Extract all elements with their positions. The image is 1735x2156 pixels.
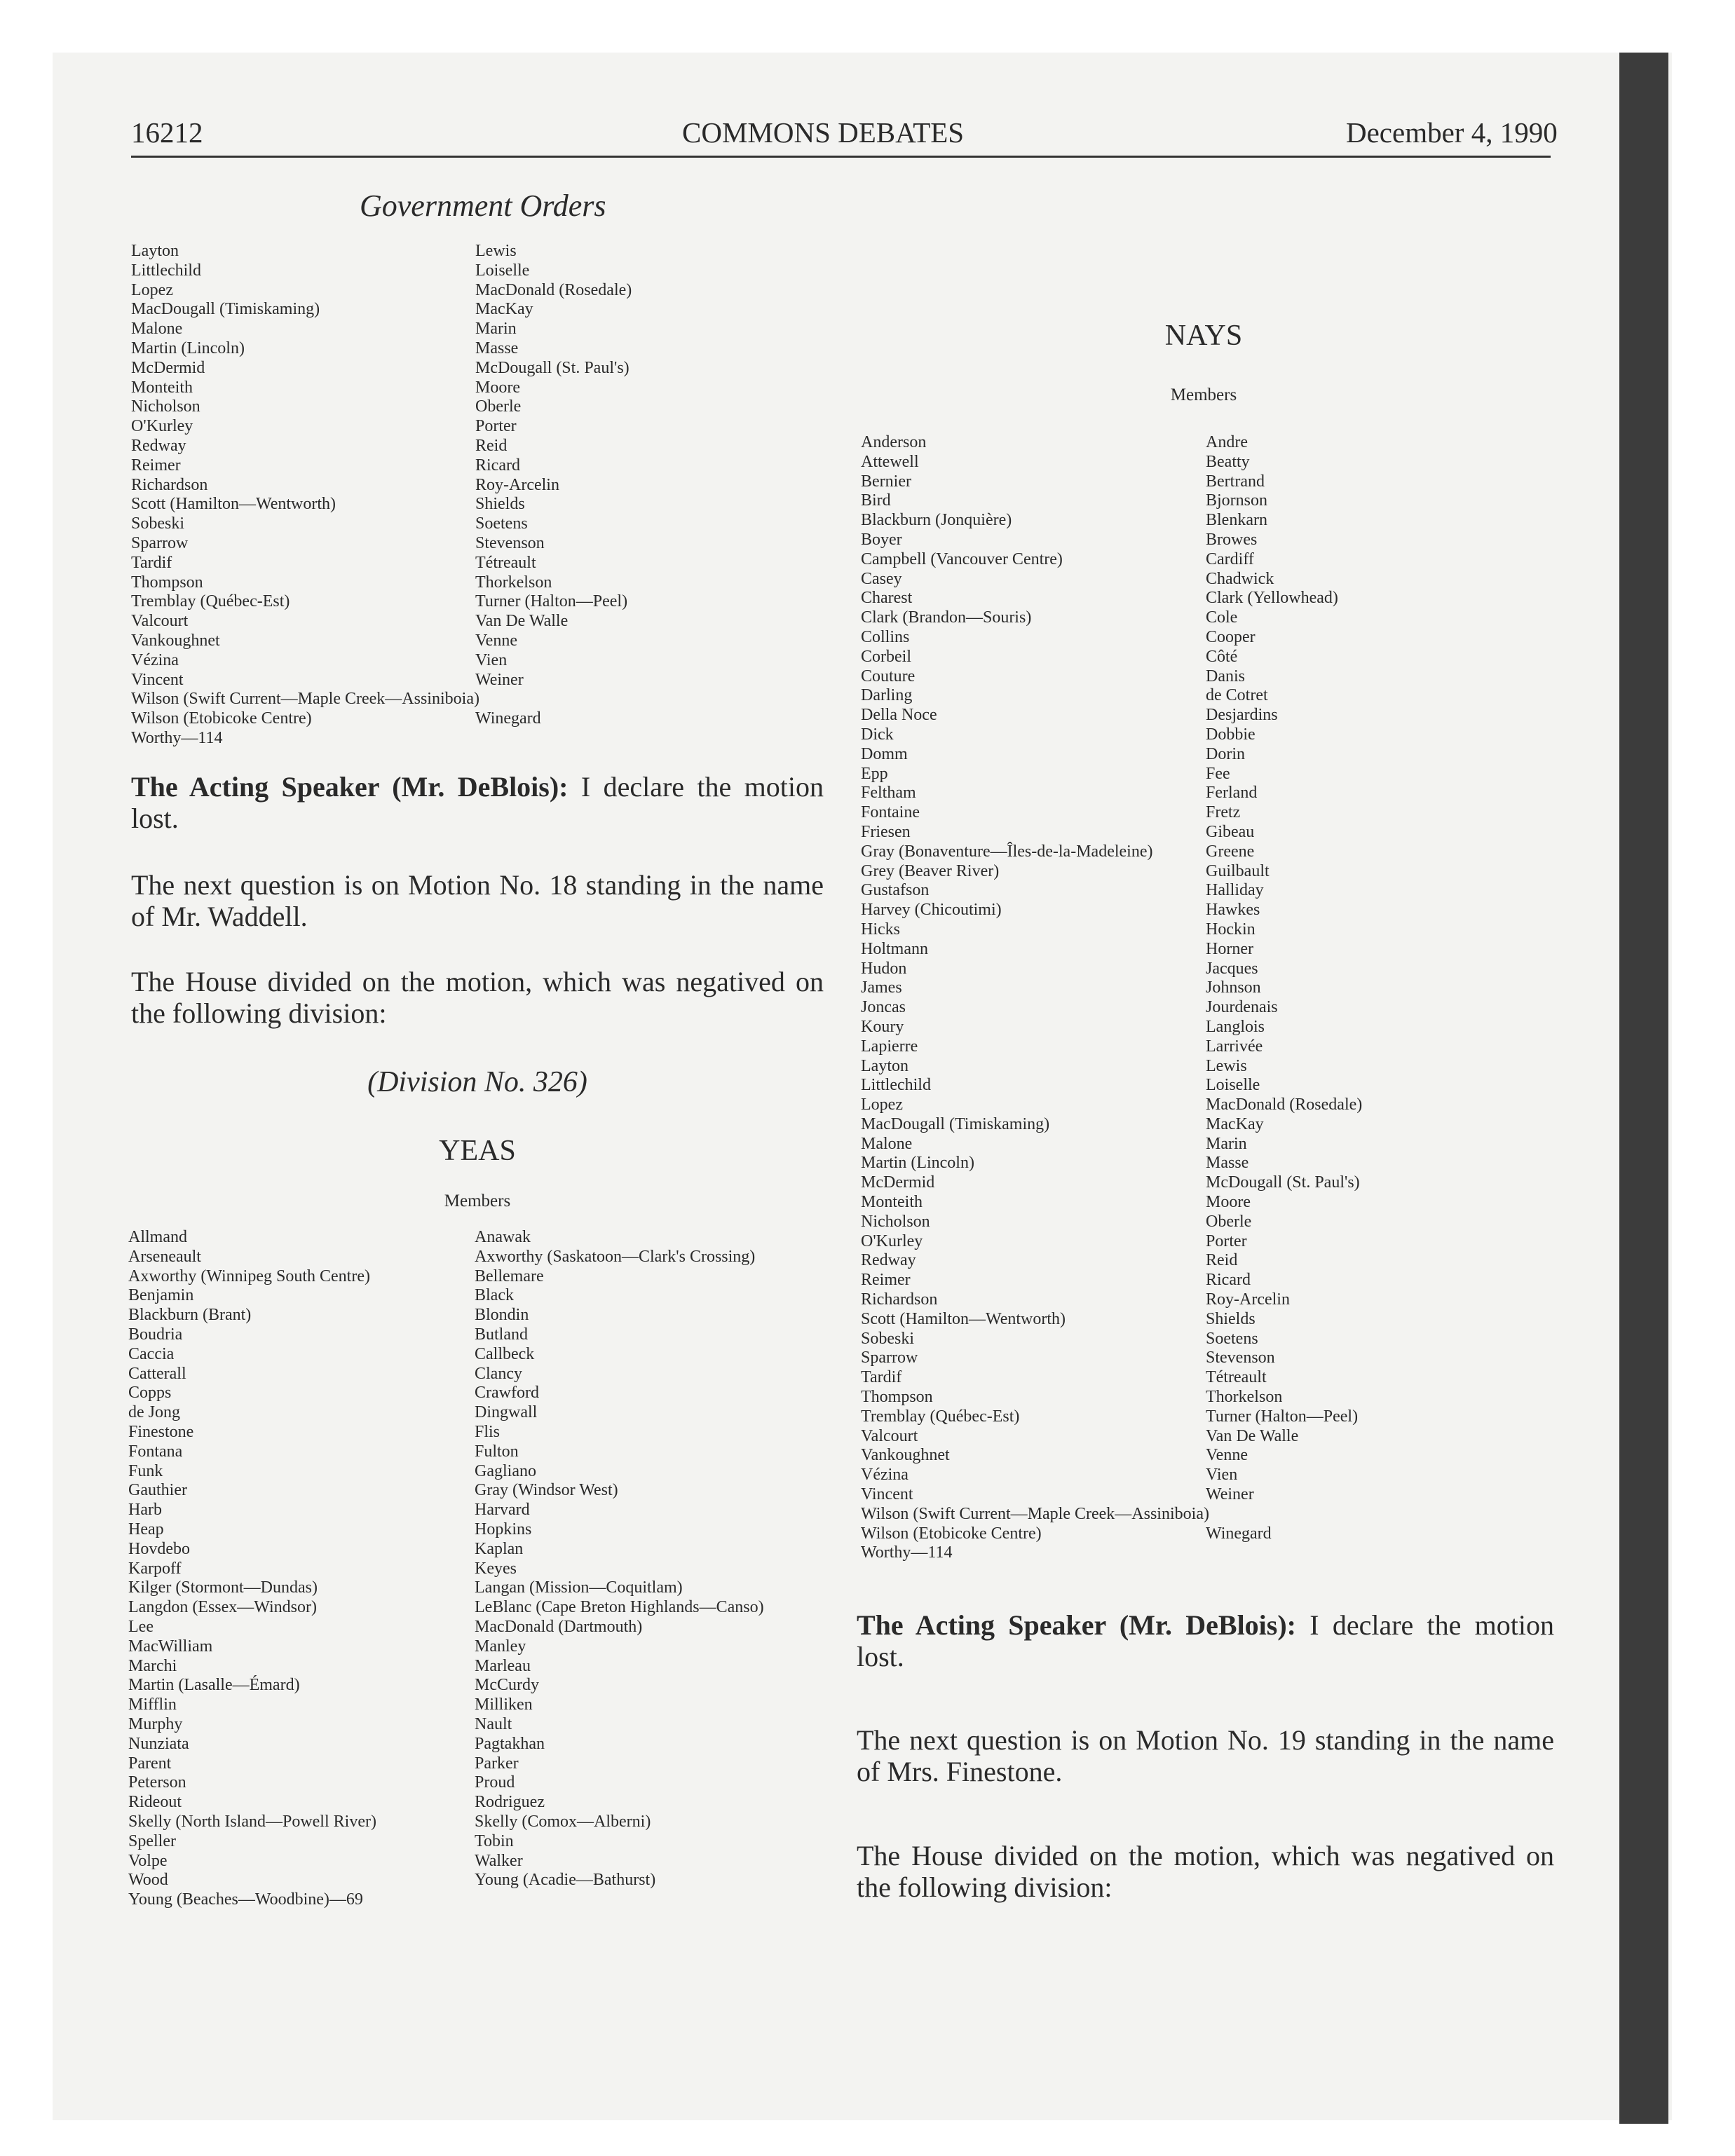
nays-members-label: Members xyxy=(1170,386,1237,404)
member-name: McCurdy xyxy=(475,1676,539,1695)
member-name: Cole xyxy=(1206,608,1238,627)
nays-list-col2 xyxy=(1206,433,1362,1543)
member-name: Arseneault xyxy=(128,1247,201,1266)
speaker-name: The Acting Speaker (Mr. DeBlois): xyxy=(857,1609,1296,1641)
member-name: Nicholson xyxy=(131,397,200,416)
member-name: Koury xyxy=(861,1017,904,1036)
member-name: Tétreault xyxy=(1206,1368,1267,1387)
member-name: Holtmann xyxy=(861,939,928,958)
member-name: Shields xyxy=(475,495,525,514)
yeas-list-col2 xyxy=(475,1228,764,1890)
member-name: Vincent xyxy=(861,1485,913,1504)
member-name: Lewis xyxy=(475,242,517,260)
member-name: Walker xyxy=(475,1851,523,1870)
member-name: McDermid xyxy=(861,1173,935,1192)
member-name: Roy-Arcelin xyxy=(475,475,559,494)
member-name: Tardif xyxy=(131,553,172,572)
member-name: Dorin xyxy=(1206,744,1245,763)
member-name: Tétreault xyxy=(475,553,536,572)
member-name: Gibeau xyxy=(1206,822,1255,841)
member-name: Tremblay (Québec-Est) xyxy=(861,1407,1020,1426)
member-name: Reimer xyxy=(861,1271,911,1290)
member-name: Sparrow xyxy=(861,1349,918,1367)
member-name: Funk xyxy=(128,1461,163,1480)
member-name: Dingwall xyxy=(475,1403,538,1422)
member-name: Hopkins xyxy=(475,1520,532,1538)
member-name: Mifflin xyxy=(128,1696,177,1714)
member-name: Wilson (Swift Current—Maple Creek—Assiniboia) xyxy=(861,1504,1209,1523)
member-name: Porter xyxy=(475,417,517,436)
member-name: Fontaine xyxy=(861,803,920,822)
member-name: Larrivée xyxy=(1206,1037,1263,1056)
member-name: Dick xyxy=(861,725,894,744)
member-name: de Jong xyxy=(128,1403,180,1422)
prior-division-list-col1 xyxy=(131,242,479,749)
member-name: Langlois xyxy=(1206,1017,1265,1036)
member-name: Pagtakhan xyxy=(475,1734,545,1753)
member-name: Winegard xyxy=(1206,1524,1272,1543)
member-name: Hawkes xyxy=(1206,901,1260,920)
member-name: Keyes xyxy=(475,1559,517,1578)
member-name: Wilson (Etobicoke Centre) xyxy=(861,1524,1042,1543)
member-name: Blackburn (Jonquière) xyxy=(861,511,1012,530)
member-name: Richardson xyxy=(131,475,208,494)
member-name: Butland xyxy=(475,1325,528,1344)
member-name: Harvard xyxy=(475,1501,530,1520)
member-name: James xyxy=(861,978,902,997)
member-name: Skelly (Comox—Alberni) xyxy=(475,1812,651,1831)
member-name: Reimer xyxy=(131,456,181,475)
member-name: MacDougall (Timiskaming) xyxy=(861,1114,1050,1133)
yeas-heading: YEAS xyxy=(439,1135,516,1167)
member-name: Gray (Windsor West) xyxy=(475,1481,618,1500)
member-name: Tremblay (Québec-Est) xyxy=(131,592,290,611)
member-name: Wood xyxy=(128,1871,168,1890)
member-name: Van De Walle xyxy=(475,612,569,631)
member-name: Vincent xyxy=(131,670,184,689)
member-name: Scott (Hamilton—Wentworth) xyxy=(861,1309,1066,1328)
member-name: Black xyxy=(475,1286,514,1305)
member-name: Clancy xyxy=(475,1364,522,1383)
member-name: Hudon xyxy=(861,959,907,978)
member-name: Dobbie xyxy=(1206,725,1256,744)
speaker-text: I declare the motion lost. xyxy=(131,771,824,834)
member-name xyxy=(475,690,632,709)
member-name: Vézina xyxy=(861,1466,909,1485)
member-name: Kilger (Stormont—Dundas) xyxy=(128,1578,318,1597)
member-name: Blondin xyxy=(475,1306,529,1325)
member-name: Loiselle xyxy=(475,261,530,280)
member-name: MacDonald (Rosedale) xyxy=(475,280,632,299)
member-name: Kaplan xyxy=(475,1539,524,1558)
member-name: Thorkelson xyxy=(1206,1388,1283,1407)
page-number: 16212 xyxy=(131,116,203,149)
speaker-text: I declare the motion lost. xyxy=(857,1609,1554,1672)
member-name: Desjardins xyxy=(1206,706,1278,725)
member-name: Stevenson xyxy=(1206,1349,1275,1367)
member-name: Fee xyxy=(1206,764,1230,783)
member-name: Finestone xyxy=(128,1422,194,1441)
member-name: Redway xyxy=(861,1251,916,1270)
member-name: Thompson xyxy=(861,1388,933,1407)
member-name: de Cotret xyxy=(1206,686,1268,705)
member-name: Feltham xyxy=(861,784,916,803)
member-name: Vien xyxy=(475,650,508,669)
member-name: Moore xyxy=(475,378,520,397)
member-name: Flis xyxy=(475,1422,501,1441)
member-name: Blenkarn xyxy=(1206,511,1267,530)
member-name: Thorkelson xyxy=(475,573,552,592)
member-name: Parker xyxy=(475,1754,519,1773)
member-name: Oberle xyxy=(475,397,522,416)
member-name: Gagliano xyxy=(475,1461,536,1480)
member-name: Soetens xyxy=(1206,1329,1258,1348)
member-name: Vézina xyxy=(131,650,179,669)
member-name: Milliken xyxy=(475,1696,533,1714)
member-name: Blackburn (Brant) xyxy=(128,1306,252,1325)
member-name: Andre xyxy=(1206,433,1248,451)
member-name: Copps xyxy=(128,1384,172,1403)
member-name: Friesen xyxy=(861,822,911,841)
member-name: Sparrow xyxy=(131,533,189,552)
member-name: Browes xyxy=(1206,530,1258,549)
member-name: Layton xyxy=(861,1056,909,1075)
member-name: Côté xyxy=(1206,647,1238,666)
member-name: Malone xyxy=(131,320,183,339)
page-date: December 4, 1990 xyxy=(1346,116,1558,149)
member-name: Lapierre xyxy=(861,1037,918,1056)
speaker-name: The Acting Speaker (Mr. DeBlois): xyxy=(131,771,569,803)
yeas-list-col1 xyxy=(128,1228,376,1910)
member-name: Weiner xyxy=(475,670,524,689)
motion-18-paragraph: The next question is on Motion No. 18 standing in the name of Mr. Waddell. xyxy=(131,869,824,932)
nays-list-col1 xyxy=(861,433,1209,1563)
member-name: Joncas xyxy=(861,998,906,1017)
member-name: Monteith xyxy=(861,1193,923,1212)
member-name: Bird xyxy=(861,491,891,510)
member-name: Caccia xyxy=(128,1344,175,1363)
member-name: MacWilliam xyxy=(128,1637,213,1656)
member-name: Malone xyxy=(861,1134,913,1153)
member-name: Halliday xyxy=(1206,881,1264,900)
member-name: McDougall (St. Paul's) xyxy=(1206,1173,1360,1192)
speaker-statement-2 xyxy=(857,1609,1554,1672)
member-name: Volpe xyxy=(128,1851,168,1870)
member-name: Marchi xyxy=(128,1656,177,1675)
speaker-statement-1 xyxy=(131,771,824,834)
member-name: LeBlanc (Cape Breton Highlands—Canso) xyxy=(475,1598,764,1617)
member-name: Masse xyxy=(1206,1154,1249,1173)
member-name: Scott (Hamilton—Wentworth) xyxy=(131,495,336,514)
member-name: Beatty xyxy=(1206,452,1250,471)
member-name: Axworthy (Winnipeg South Centre) xyxy=(128,1267,370,1285)
member-name: Manley xyxy=(475,1637,526,1656)
member-name: Attewell xyxy=(861,452,919,471)
member-name: Allmand xyxy=(128,1228,187,1246)
member-name: Masse xyxy=(475,339,519,357)
member-name: Johnson xyxy=(1206,978,1261,997)
member-name: MacDougall (Timiskaming) xyxy=(131,300,320,319)
member-name: Ricard xyxy=(1206,1271,1251,1290)
member-name: Layton xyxy=(131,242,179,260)
member-name: Worthy—114 xyxy=(861,1543,953,1562)
member-name: Nicholson xyxy=(861,1212,930,1231)
member-name: Redway xyxy=(131,436,186,455)
member-name: Loiselle xyxy=(1206,1076,1260,1095)
member-name: Chadwick xyxy=(1206,569,1274,588)
member-name: Crawford xyxy=(475,1384,539,1403)
member-name: Venne xyxy=(475,631,517,650)
member-name: Lee xyxy=(128,1617,154,1636)
member-name: Catterall xyxy=(128,1364,186,1383)
member-name: Casey xyxy=(861,569,902,588)
member-name: Cardiff xyxy=(1206,550,1254,568)
member-name: Cooper xyxy=(1206,627,1256,646)
member-name: Heap xyxy=(128,1520,164,1538)
member-name: Jourdenais xyxy=(1206,998,1278,1017)
member-name: Anawak xyxy=(475,1228,531,1246)
member-name: Greene xyxy=(1206,842,1255,861)
member-name: Hockin xyxy=(1206,920,1256,939)
member-name: Vankoughnet xyxy=(131,631,220,650)
member-name: Anderson xyxy=(861,433,927,451)
member-name: Richardson xyxy=(861,1290,938,1309)
member-name: Bjornson xyxy=(1206,491,1268,510)
member-name: Couture xyxy=(861,667,916,685)
member-name: Ricard xyxy=(475,456,520,475)
member-name: Domm xyxy=(861,744,908,763)
member-name: Van De Walle xyxy=(1206,1426,1299,1445)
member-name: Winegard xyxy=(475,709,541,728)
header-rule xyxy=(131,156,1551,158)
member-name: Danis xyxy=(1206,667,1245,685)
member-name: Moore xyxy=(1206,1193,1251,1212)
member-name: O'Kurley xyxy=(131,417,193,436)
member-name xyxy=(1206,1505,1362,1524)
member-name: Horner xyxy=(1206,939,1253,958)
member-name: Weiner xyxy=(1206,1485,1254,1504)
member-name: Wilson (Etobicoke Centre) xyxy=(131,709,312,728)
member-name: Charest xyxy=(861,589,913,608)
member-name: MacDonald (Rosedale) xyxy=(1206,1096,1363,1114)
member-name: Parent xyxy=(128,1754,172,1773)
member-name: Campbell (Vancouver Centre) xyxy=(861,550,1063,568)
member-name: Oberle xyxy=(1206,1212,1252,1231)
member-name: Langan (Mission—Coquitlam) xyxy=(475,1578,683,1597)
member-name: Vankoughnet xyxy=(861,1446,950,1465)
member-name: Roy-Arcelin xyxy=(1206,1290,1290,1309)
member-name: Worthy—114 xyxy=(131,728,223,747)
member-name: O'Kurley xyxy=(861,1231,923,1250)
member-name: Monteith xyxy=(131,378,193,397)
member-name: Karpoff xyxy=(128,1559,182,1578)
member-name: Martin (Lincoln) xyxy=(861,1154,974,1173)
member-name: Proud xyxy=(475,1773,515,1792)
member-name: Axworthy (Saskatoon—Clark's Crossing) xyxy=(475,1247,756,1266)
member-name: Harvey (Chicoutimi) xyxy=(861,901,1002,920)
member-name: Corbeil xyxy=(861,647,911,666)
member-name: Speller xyxy=(128,1831,176,1850)
member-name: Murphy xyxy=(128,1714,183,1733)
member-name: Marin xyxy=(475,320,517,339)
member-name: Harb xyxy=(128,1501,162,1520)
member-name: Martin (Lasalle—Émard) xyxy=(128,1676,300,1695)
nays-heading: NAYS xyxy=(1164,320,1243,352)
member-name: Marleau xyxy=(475,1656,531,1675)
member-name: Tardif xyxy=(861,1368,902,1387)
running-title: COMMONS DEBATES xyxy=(682,116,965,149)
member-name: Reid xyxy=(1206,1251,1238,1270)
member-name: Jacques xyxy=(1206,959,1258,978)
member-name: Turner (Halton—Peel) xyxy=(475,592,628,611)
member-name: Martin (Lincoln) xyxy=(131,339,245,357)
member-name: Turner (Halton—Peel) xyxy=(1206,1407,1359,1426)
member-name: Peterson xyxy=(128,1773,186,1792)
member-name: Fulton xyxy=(475,1442,519,1461)
member-name: Marin xyxy=(1206,1134,1247,1153)
member-name: McDermid xyxy=(131,358,205,377)
member-name: MacKay xyxy=(1206,1114,1264,1133)
section-title: Government Orders xyxy=(360,189,606,223)
member-name: Guilbault xyxy=(1206,861,1270,880)
member-name: Gray (Bonaventure—Îles-de-la-Madeleine) xyxy=(861,842,1153,861)
member-name: Tobin xyxy=(475,1831,514,1850)
member-name: Callbeck xyxy=(475,1344,535,1363)
member-name: Fretz xyxy=(1206,803,1241,822)
member-name: Sobeski xyxy=(861,1329,915,1348)
member-name: Boyer xyxy=(861,530,902,549)
division-paragraph-1: The House divided on the motion, which was negatived on the following division: xyxy=(131,966,824,1029)
member-name: Soetens xyxy=(475,514,528,533)
member-name: Valcourt xyxy=(861,1426,918,1445)
member-name: Reid xyxy=(475,436,508,455)
member-name: Darling xyxy=(861,686,913,705)
member-name: Clark (Brandon—Souris) xyxy=(861,608,1032,627)
member-name: Valcourt xyxy=(131,612,189,631)
member-name: Lopez xyxy=(131,280,173,299)
member-name: Fontana xyxy=(128,1442,183,1461)
member-name: Bernier xyxy=(861,472,911,491)
member-name: Lewis xyxy=(1206,1056,1247,1075)
member-name: MacKay xyxy=(475,300,533,319)
member-name: Hicks xyxy=(861,920,900,939)
member-name: Littlechild xyxy=(131,261,201,280)
member-name: Epp xyxy=(861,764,888,783)
motion-19-paragraph: The next question is on Motion No. 19 standing in the name of Mrs. Finestone. xyxy=(857,1724,1554,1787)
division-paragraph-2: The House divided on the motion, which was negatived on the following division: xyxy=(857,1840,1554,1903)
yeas-members-label: Members xyxy=(444,1192,511,1210)
prior-division-list-col2 xyxy=(475,242,632,729)
member-name: McDougall (St. Paul's) xyxy=(475,358,630,377)
member-name: Stevenson xyxy=(475,533,545,552)
member-name: Sobeski xyxy=(131,514,185,533)
member-name: Hovdebo xyxy=(128,1539,190,1558)
member-name: Skelly (North Island—Powell River) xyxy=(128,1812,376,1831)
member-name: Bertrand xyxy=(1206,472,1265,491)
scan-edge xyxy=(1619,53,1668,2124)
member-name: Rodriguez xyxy=(475,1793,545,1812)
member-name: Gustafson xyxy=(861,881,930,900)
member-name: Shields xyxy=(1206,1309,1256,1328)
member-name: Young (Acadie—Bathurst) xyxy=(475,1871,656,1890)
member-name: Collins xyxy=(861,627,910,646)
member-name: Nunziata xyxy=(128,1734,189,1753)
division-number: (Division No. 326) xyxy=(367,1066,587,1098)
member-name: Della Noce xyxy=(861,706,937,725)
member-name: Wilson (Swift Current—Maple Creek—Assiniboia) xyxy=(131,690,479,709)
member-name: Clark (Yellowhead) xyxy=(1206,589,1338,608)
member-name: Bellemare xyxy=(475,1267,544,1285)
member-name: Vien xyxy=(1206,1466,1238,1485)
member-name: Gauthier xyxy=(128,1481,187,1500)
member-name: Littlechild xyxy=(861,1076,931,1095)
member-name: Langdon (Essex—Windsor) xyxy=(128,1598,317,1617)
member-name: Grey (Beaver River) xyxy=(861,861,1000,880)
member-name: Thompson xyxy=(131,573,203,592)
member-name: Lopez xyxy=(861,1096,903,1114)
member-name: Venne xyxy=(1206,1446,1248,1465)
member-name: Nault xyxy=(475,1714,512,1733)
member-name: Rideout xyxy=(128,1793,182,1812)
member-name: Young (Beaches—Woodbine)—69 xyxy=(128,1890,363,1909)
member-name: Ferland xyxy=(1206,784,1258,803)
member-name: Benjamin xyxy=(128,1286,194,1305)
member-name: Boudria xyxy=(128,1325,183,1344)
member-name: Porter xyxy=(1206,1231,1247,1250)
member-name: MacDonald (Dartmouth) xyxy=(475,1617,643,1636)
